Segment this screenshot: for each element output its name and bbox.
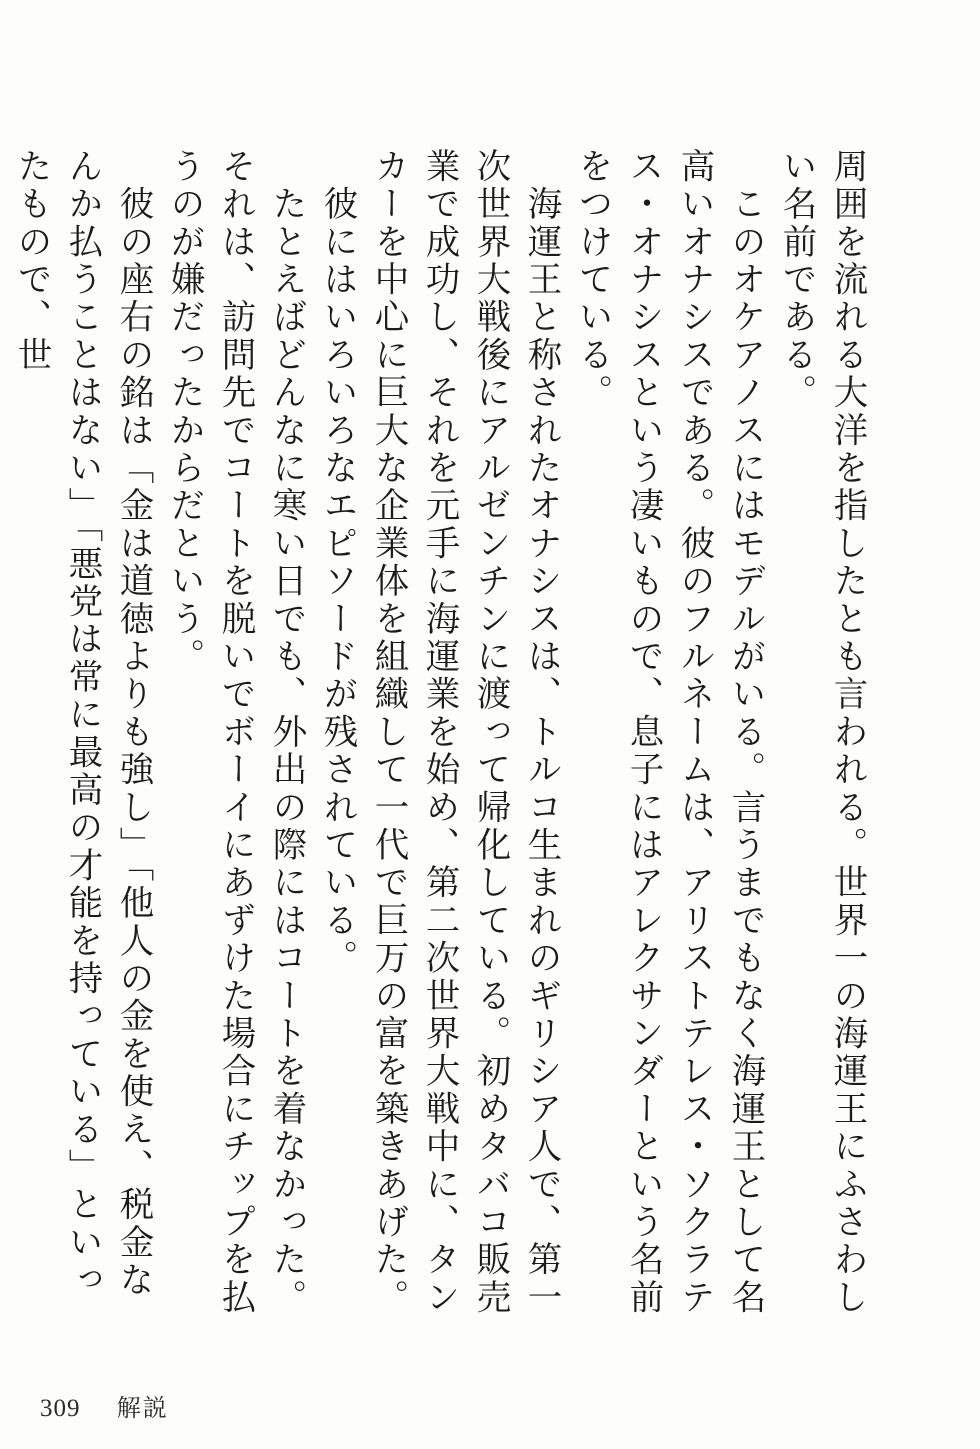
paragraph-4: 彼にはいろいろなエピソードが残されている。 [317,148,357,978]
paragraph-3: 海運王と称されたオナシスは、トルコ生まれのギリシア人で、第一次世界大戦後にアルゼンチンに渡って帰化している。初めタバコ販売業で成功し、それを元手に海運業を始め、第二次世界大戦中に、タンカーを中心に巨大な企業体を組織して一代で巨万の富を築きあげた。 [368,148,561,1317]
paragraph-1: 周囲を流れる大洋を指したとも言われる。世界一の海運王にふさわしい名前である。 [776,148,867,1317]
paragraph-2: このオケアノスにはモデルがいる。言うまでもなく海運王として名高いオナシスである。彼のフルネームは、アリストテレス・ソクラテス・オナシスという凄いもので、息子にはアレクサンダーという名前をつけている。 [572,148,765,1317]
page-number: 309 [40,1395,81,1422]
vertical-text-body [5,148,872,1328]
page-footer [40,1394,169,1424]
paragraph-5: たとえばどんなに寒い日でも、外出の際にはコートを着なかった。それは、訪問先でコートを脱いでボーイにあずけた場合にチップを払うのが嫌だったからだという。 [164,148,306,1317]
paragraph-6: 彼の座右の銘は「金は道徳よりも強し」「他人の金を使え、税金なんか払うことはない」「悪党は常に最高の才能を持っている」といったもので、世 [11,148,153,1300]
section-title: 解説 [116,1396,169,1422]
